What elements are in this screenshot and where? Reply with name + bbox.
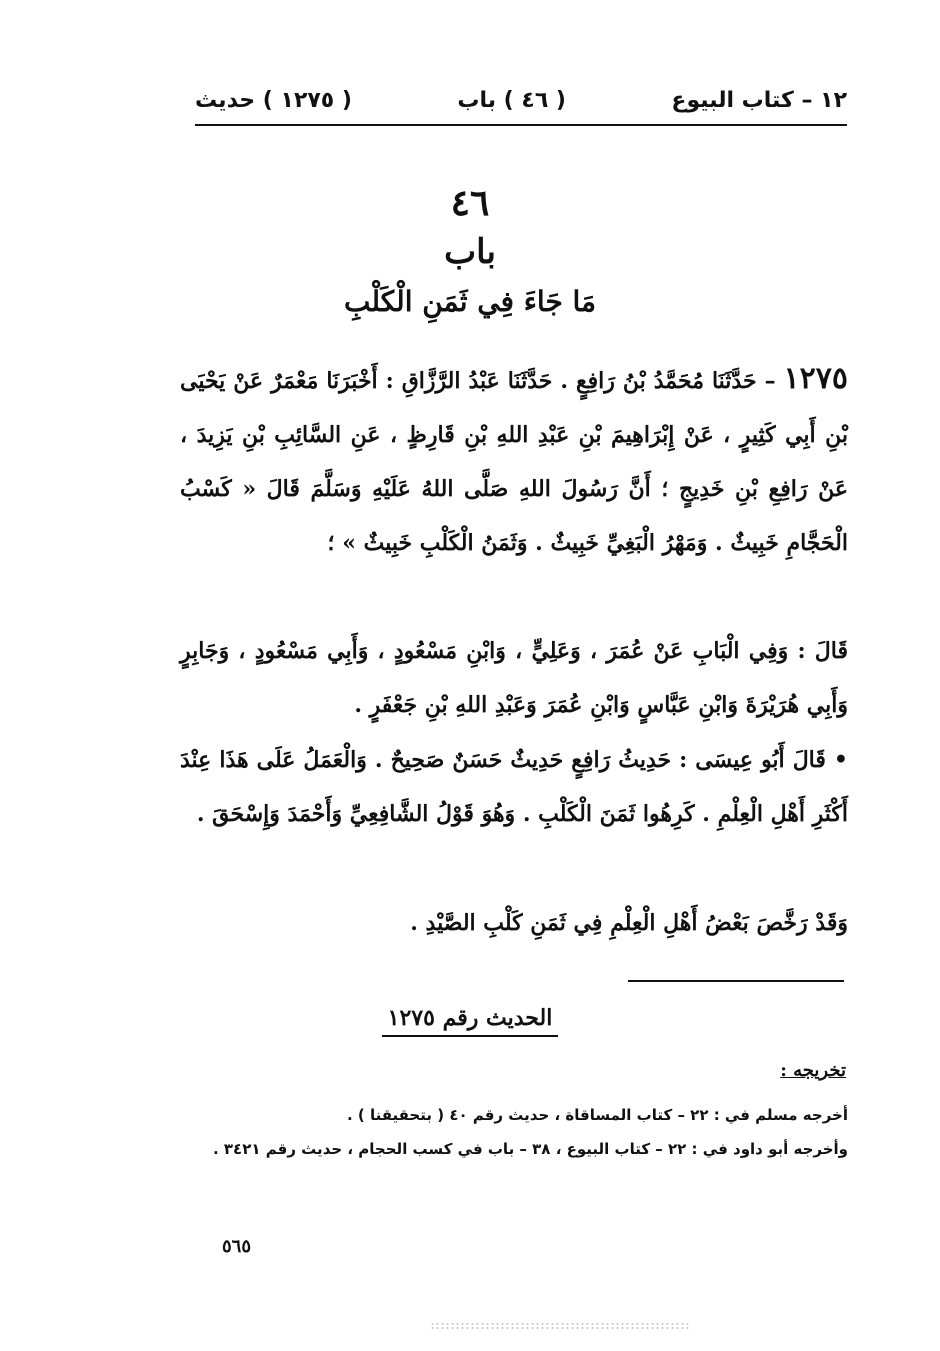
scan-artifact bbox=[430, 1322, 690, 1330]
chapter-heading: باب bbox=[444, 232, 496, 272]
footnote-heading bbox=[0, 1005, 940, 1037]
header-book-title: ١٢ – كتاب البيوع bbox=[671, 87, 847, 113]
chapter-number: ٤٦ bbox=[450, 182, 490, 224]
header-chapter-ref: ( ٤٦ ) باب bbox=[457, 87, 566, 113]
footnote-heading-text: الحديث رقم ١٢٧٥ bbox=[382, 1005, 559, 1037]
header-rule bbox=[195, 124, 847, 126]
page-number: ٥٦٥ bbox=[222, 1236, 252, 1257]
paragraph-concession: وَقَدْ رَخَّصَ بَعْضُ أَهْلِ الْعِلْمِ فِي ثَمَنِ كَلْبِ الصَّيْدِ . bbox=[410, 910, 848, 936]
paragraph-chapter-narrators: قَالَ : وَفِي الْبَابِ عَنْ عُمَرَ ، وَعَلِيٍّ ، وَابْنِ مَسْعُودٍ ، وَأَبِي مَسْعُودٍ ، وَجَابِرٍ وَأَبِي هُرَيْرَةَ وَابْنِ عَبَّاسٍ وَابْنِ عُمَرَ وَعَبْدِ اللهِ بْنِ جَعْفَرٍ . bbox=[180, 638, 848, 718]
takhrij-item-muslim: أخرجه مسلم في : ٢٢ – كتاب المساقاة ، حديث رقم ٤٠ ( بتحقيقنا ) . bbox=[346, 1106, 848, 1124]
footnote-separator bbox=[628, 980, 844, 982]
hadith-number: ١٢٧٥ bbox=[783, 361, 848, 396]
header-hadith-ref: ( ١٢٧٥ ) حديث bbox=[195, 87, 352, 113]
chapter-title: مَا جَاءَ فِي ثَمَنِ الْكَلْبِ bbox=[343, 285, 597, 318]
hadith-dash: – bbox=[764, 368, 776, 394]
takhrij-item-abu-dawud: وأخرجه أبو داود في : ٢٢ – كتاب البيوع ، ٣٨ – باب في كسب الحجام ، حديث رقم ٣٤٢١ . bbox=[212, 1140, 848, 1158]
hadith-text-block bbox=[180, 352, 848, 570]
takhrij-list bbox=[180, 1098, 848, 1166]
takhrij-label: تخريجه : bbox=[780, 1060, 846, 1081]
hadith-text: حَدَّثَنَا مُحَمَّدُ بْنُ رَافِعٍ . حَدَّثَنَا عَبْدُ الرَّزَّاقِ : أَخْبَرَنَا مَعْمَرٌ عَنْ يَحْيَى بْنِ أَبِي كَثِيرٍ ، عَنْ إِبْرَاهِيمَ بْنِ عَبْدِ اللهِ بْنِ قَارِظٍ ، عَنِ السَّائِبِ بْنِ يَزِيدَ ، عَنْ رَافِعِ بْنِ خَدِيجٍ ؛ أَنَّ رَسُولَ اللهِ صَلَّى اللهُ عَلَيْهِ وَسَلَّمَ قَالَ « كَسْبُ الْحَجَّامِ خَبِيثٌ . وَمَهْرُ الْبَغِيِّ خَبِيثٌ . وَثَمَنُ الْكَلْبِ خَبِيثٌ » ؛ bbox=[180, 368, 848, 556]
running-header bbox=[195, 80, 847, 120]
paragraph-abu-isa-comment: • قَالَ أَبُو عِيسَى : حَدِيثُ رَافِعٍ حَدِيثٌ حَسَنٌ صَحِيحٌ . وَالْعَمَلُ عَلَى هَذَا عِنْدَ أَكْثَرِ أَهْلِ الْعِلْمِ . كَرِهُوا ثَمَنَ الْكَلْبِ . وَهُوَ قَوْلُ الشَّافِعِيِّ وَأَحْمَدَ وَإِسْحَقَ . bbox=[180, 747, 848, 827]
